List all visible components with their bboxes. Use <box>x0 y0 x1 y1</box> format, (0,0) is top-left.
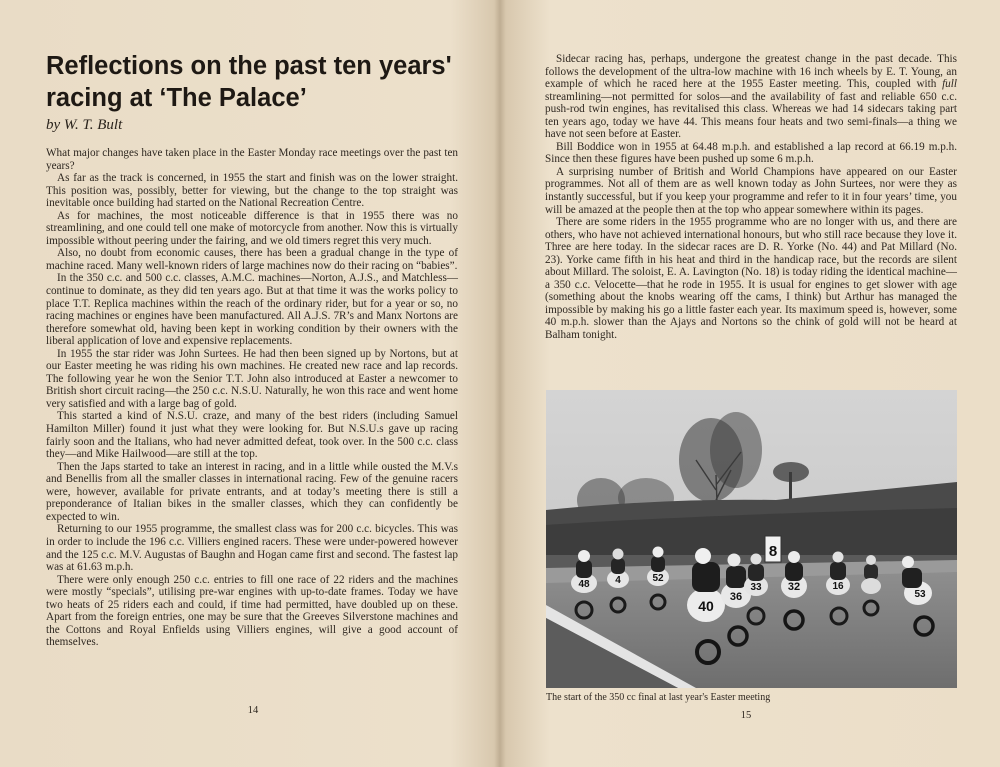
rider-number: 52 <box>652 573 664 584</box>
paragraph: There were only enough 250 c.c. entries to fill one race of 22 riders and the machines were mostly “specials”, utilising pre-war engines with up-to-date frames. Today we have two heats of 25 riders each and could, if time had permitted, have doubled up on these. Apart from the foreign entries, one may be sure that the Greeves Silverstone machines and the Cottons and Royal Enfields using Villiers engines, will give a good account of themselves. <box>46 573 458 649</box>
right-column-text <box>545 53 957 342</box>
paragraph <box>545 53 957 141</box>
paragraph: As far as the track is concerned, in 1955 the start and finish was on the lower straight. This position was, possibly, better for viewing, but the change to the top straight was inevitable once building had started on the National Recreation Centre. <box>46 172 458 210</box>
rider-number: 33 <box>750 582 762 593</box>
rider-number: 16 <box>832 581 844 592</box>
paragraph: A surprising number of British and World Champions have appeared on our Easter programmes. Not all of them are as well known today as John Surtees, nor were they as instantly successful, but if you keep your programme and refer to it in four years’ time, you will be amazed at the people then at the top who appear somewhere within its pages. <box>545 165 957 216</box>
paragraph: As for machines, the most noticeable difference is that in 1955 there was no streamlining, and one could tell one make of motorcycle from another. Now this is virtually impossible without peering under the fairing, and we old timers regret this very much. <box>46 209 458 247</box>
rider-number: 40 <box>698 598 714 614</box>
page-number-left: 14 <box>247 705 259 716</box>
rider-number: 4 <box>615 575 621 586</box>
paragraph-emphasis: full <box>942 78 957 91</box>
byline: by W. T. Bult <box>46 117 123 133</box>
paragraph: Then the Japs started to take an interest in racing, and in a little while ousted the M.V.s and Benellis from all the smaller classes in international racing. Few of the genuine racers were, however, available for private entrants, and at today’s meeting there is still a preponderance of Italian bikes in the smaller classes, which they can confidently be expected to win. <box>46 460 458 523</box>
rider-number: 36 <box>729 591 743 603</box>
title-line-2: racing at ‘The Palace’ <box>46 84 307 112</box>
paragraph: This started a kind of N.S.U. craze, and many of the best riders (including Samuel Hamilton Miller) found it just what they were looking for. But N.S.U.s gave up racing fairly soon and the Italians, who had never admitted defeat, took over. In the 500 c.c. class they—and Mike Hailwood—are still at the top. <box>46 410 458 461</box>
paragraph-part: streamlining—not permitted for solos—and the availability of fast and reliable 650 c.c. push-rod twin engines, has revitalised this class. Whereas we had 14 sidecars taking part ten years ago, today we have 44. This means four heats and two semi-finals—a thing we have not seen before at Easter. <box>545 90 957 141</box>
rider-number: 48 <box>578 579 590 590</box>
race-board-number: 8 <box>768 543 778 560</box>
left-column-text <box>46 147 458 649</box>
photo-caption: The start of the 350 cc final at last year's Easter meeting <box>546 692 771 703</box>
rider-number: 32 <box>787 581 801 593</box>
paragraph: In the 350 c.c. and 500 c.c. classes, A.M.C. machines—Norton, A.J.S., and Matchless—continue to dominate, as they did ten years ago. But at that time it was the works policy to place T.T. Replica machines within the reach of the ordinary rider, but for a year or so, no racing machines or engines have been manufactured. All A.J.S. 7R’s and Manx Nortons are therefore somewhat old, having been kept in working condition by their owners with the liberal application of love and expensive replacements. <box>46 272 458 348</box>
race-start-photo <box>546 390 957 688</box>
paragraph: There are some riders in the 1955 programme who are no longer with us, and there are others, who have not achieved international honours, but who still race because they love it. Three are here today. In the sidecar races are D. R. Yorke (No. 44) and Pat Millard (No. 23). Yorke came fifth in his heat and third in the handicap race, but the records are silent about Millard. The soloist, E. A. Lavington (No. 18) is today riding the identical machine—a 350 c.c. Velocette—that he rode in 1955. It is usual for engines to get slower with age (something about the knobs wearing off the cams, I think) but Arthur has managed the impossible by making his go a little faster each year. Its maximum speed is, however, some 40 m.p.h. slower than the Ajays and Nortons so the chink of gold will not be heard at Balham tonight. <box>545 216 957 342</box>
article-title <box>46 50 466 114</box>
paragraph: Bill Boddice won in 1955 at 64.48 m.p.h. and established a lap record at 66.19 m.p.h. Since then these figures have been pushed up some 6 m.p.h. <box>545 140 957 166</box>
title-line-1: Reflections on the past ten years' <box>46 52 452 80</box>
paragraph: What major changes have taken place in the Easter Monday race meetings over the past ten years? <box>46 147 458 172</box>
right-page <box>503 0 1000 767</box>
rider-number: 53 <box>914 589 926 600</box>
paragraph: Also, no doubt from economic causes, there has been a gradual change in the type of machine raced. Many well-known riders of large machines now do their racing on “babies”. <box>46 247 458 272</box>
left-page <box>0 0 497 767</box>
page-number-right: 15 <box>740 710 752 721</box>
paragraph-part: Sidecar racing has, perhaps, undergone the greatest change in the past decade. This follows the development of the ultra-low machine with 16 inch wheels by E. T. Young, an example of which he raced here at the 1955 Easter meeting. This, coupled with <box>545 53 957 91</box>
paragraph: Returning to our 1955 programme, the smallest class was for 200 c.c. bicycles. This was in order to include the 196 c.c. Villiers engined racers. These were under-powered however and the 125 c.c. M.V. Augustas of Baughn and Hogan came first and second. The fastest lap was at 61.63 m.p.h. <box>46 523 458 574</box>
paragraph: In 1955 the star rider was John Surtees. He had then been signed up by Nortons, but at our Easter meeting he was riding his own machines. He created new race and lap records. The following year he won the Senior T.T. John also introduced at Easter a newcomer to British short circuit racing—the 250 c.c. N.S.U. Naturally, he won this race and went home very satisfied and with a large bag of gold. <box>46 347 458 410</box>
